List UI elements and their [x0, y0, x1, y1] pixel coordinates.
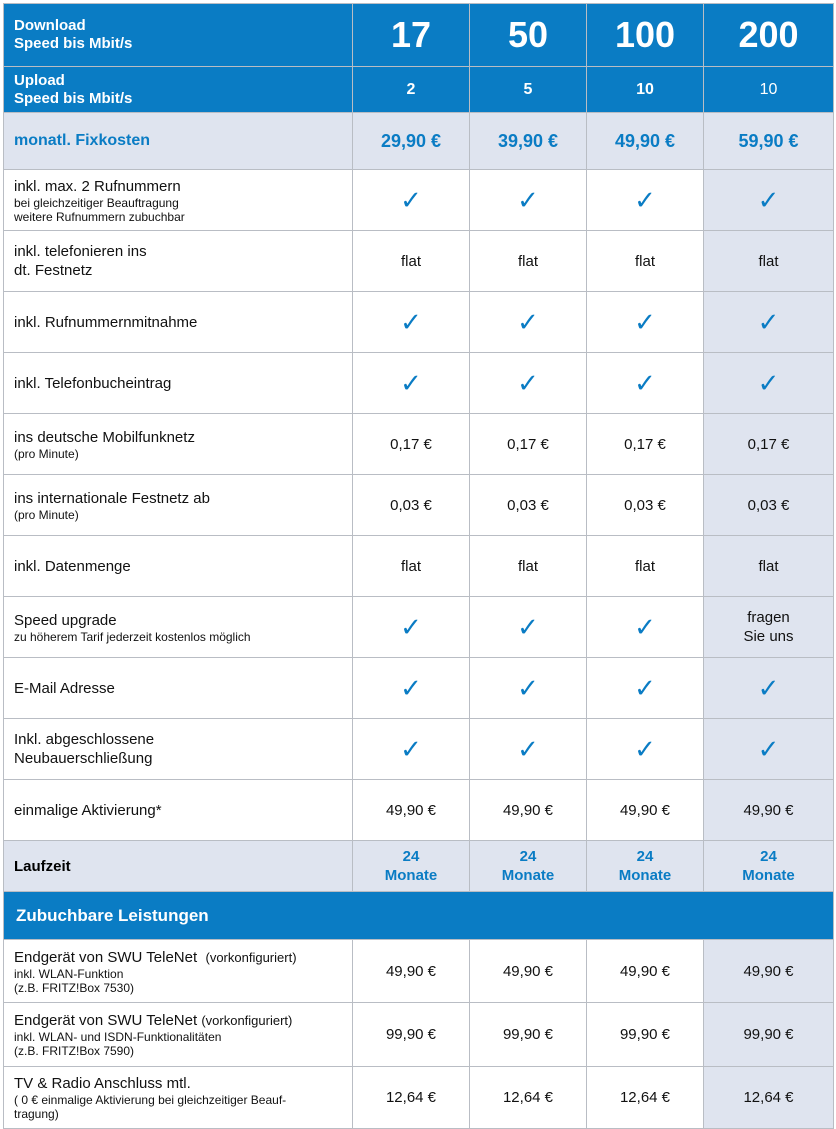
table-row — [4, 414, 834, 475]
row-label-telefonieren: inkl. telefonieren ins dt. Festnetz — [4, 231, 353, 292]
check-icon: ✓ — [757, 367, 780, 398]
tariff-table — [3, 3, 834, 1129]
download-label: Download Speed bis Mbit/s — [4, 4, 353, 67]
value-cell: 49,90 € — [704, 780, 834, 841]
value-cell: flat — [587, 231, 704, 292]
check-icon: ✓ — [517, 733, 539, 764]
value-cell: flat — [704, 231, 834, 292]
laufzeit-value: 24 Monate — [470, 841, 587, 892]
value-cell: 0,03 € — [587, 475, 704, 536]
row-label-email: E-Mail Adresse — [4, 658, 353, 719]
row-label-telefonbuch: inkl. Telefonbucheintrag — [4, 353, 353, 414]
value-cell: 49,90 € — [587, 780, 704, 841]
value-cell: flat — [353, 231, 470, 292]
row-label-mitnahme: inkl. Rufnummernmitnahme — [4, 292, 353, 353]
upload-row — [4, 67, 834, 113]
value-cell: flat — [704, 536, 834, 597]
value-cell: 99,90 € — [353, 1003, 470, 1067]
laufzeit-value: 24 Monate — [353, 841, 470, 892]
row-label-neubau: Inkl. abgeschlossene Neubauerschließung — [4, 719, 353, 780]
upload-100: 10 — [587, 67, 704, 113]
row-label-datenmenge: inkl. Datenmenge — [4, 536, 353, 597]
laufzeit-value: 24 Monate — [587, 841, 704, 892]
value-cell: flat — [470, 231, 587, 292]
row-label-geraet1: Endgerät von SWU TeleNet (vorkonfiguriert) inkl. WLAN-Funktion (z.B. FRITZ!Box 7530) — [4, 940, 353, 1003]
check-icon: ✓ — [517, 672, 539, 703]
price-200: 59,90 € — [704, 113, 834, 170]
row-label-aktivierung: einmalige Aktivierung* — [4, 780, 353, 841]
check-icon: ✓ — [400, 733, 422, 764]
table-row — [4, 353, 834, 414]
download-50: 50 — [470, 4, 587, 67]
check-icon: ✓ — [400, 184, 422, 215]
value-cell: 49,90 € — [587, 940, 704, 1003]
check-icon: ✓ — [757, 733, 780, 764]
check-icon: ✓ — [517, 184, 539, 215]
check-icon: ✓ — [517, 611, 539, 642]
table-row — [4, 536, 834, 597]
value-cell: 0,17 € — [470, 414, 587, 475]
row-label-rufnummern: inkl. max. 2 Rufnummern bei gleichzeitiger Beauftragung weitere Rufnummern zubuchbar — [4, 170, 353, 231]
value-cell: 0,17 € — [353, 414, 470, 475]
upload-50: 5 — [470, 67, 587, 113]
value-cell: 0,17 € — [587, 414, 704, 475]
table-row — [4, 597, 834, 658]
section-title: Zubuchbare Leistungen — [4, 892, 834, 940]
check-icon: ✓ — [634, 611, 656, 642]
value-cell: 99,90 € — [704, 1003, 834, 1067]
check-icon: ✓ — [400, 672, 422, 703]
value-cell: flat — [587, 536, 704, 597]
check-icon: ✓ — [634, 672, 656, 703]
value-cell: 0,03 € — [704, 475, 834, 536]
value-cell: flat — [353, 536, 470, 597]
fixkosten-label: monatl. Fixkosten — [4, 113, 353, 170]
table-row — [4, 658, 834, 719]
check-icon: ✓ — [757, 306, 780, 337]
table-row — [4, 1003, 834, 1067]
download-100: 100 — [587, 4, 704, 67]
row-label-laufzeit: Laufzeit — [4, 841, 353, 892]
table-row — [4, 719, 834, 780]
check-icon: ✓ — [400, 367, 422, 398]
download-row — [4, 4, 834, 67]
check-icon: ✓ — [517, 367, 539, 398]
row-label-mobil: ins deutsche Mobilfunknetz (pro Minute) — [4, 414, 353, 475]
laufzeit-row — [4, 841, 834, 892]
table-row — [4, 1067, 834, 1129]
value-cell: 49,90 € — [353, 780, 470, 841]
section-header-row — [4, 892, 834, 940]
value-cell: 49,90 € — [470, 780, 587, 841]
check-icon: ✓ — [400, 306, 422, 337]
value-cell: 0,17 € — [704, 414, 834, 475]
table-row — [4, 231, 834, 292]
check-icon: ✓ — [400, 611, 422, 642]
fixkosten-row — [4, 113, 834, 170]
table-row — [4, 940, 834, 1003]
check-icon: ✓ — [757, 672, 780, 703]
value-cell: 49,90 € — [470, 940, 587, 1003]
table-row — [4, 780, 834, 841]
check-icon: ✓ — [757, 184, 780, 215]
value-cell: 12,64 € — [587, 1067, 704, 1129]
table-row — [4, 292, 834, 353]
value-cell: 99,90 € — [470, 1003, 587, 1067]
value-cell: 12,64 € — [470, 1067, 587, 1129]
check-icon: ✓ — [517, 306, 539, 337]
row-label-upgrade: Speed upgrade zu höherem Tarif jederzeit kostenlos möglich — [4, 597, 353, 658]
value-cell: flat — [470, 536, 587, 597]
check-icon: ✓ — [634, 306, 656, 337]
download-17: 17 — [353, 4, 470, 67]
value-cell: 12,64 € — [353, 1067, 470, 1129]
row-label-geraet2: Endgerät von SWU TeleNet (vorkonfiguriert) inkl. WLAN- und ISDN-Funktionalitäten (z.B. FRITZ!Box 7590) — [4, 1003, 353, 1067]
price-100: 49,90 € — [587, 113, 704, 170]
row-label-tv: TV & Radio Anschluss mtl. ( 0 € einmalige Aktivierung bei gleichzeitiger Beauf- tragung) — [4, 1067, 353, 1129]
table-row — [4, 170, 834, 231]
check-icon: ✓ — [634, 184, 656, 215]
value-cell: 12,64 € — [704, 1067, 834, 1129]
value-cell: 99,90 € — [587, 1003, 704, 1067]
check-icon: ✓ — [634, 367, 656, 398]
row-label-international: ins internationale Festnetz ab (pro Minute) — [4, 475, 353, 536]
price-50: 39,90 € — [470, 113, 587, 170]
laufzeit-value: 24 Monate — [704, 841, 834, 892]
upload-17: 2 — [353, 67, 470, 113]
value-cell: 49,90 € — [704, 940, 834, 1003]
value-cell: 49,90 € — [353, 940, 470, 1003]
check-icon: ✓ — [634, 733, 656, 764]
value-cell: 0,03 € — [353, 475, 470, 536]
upload-label: Upload Speed bis Mbit/s — [4, 67, 353, 113]
ask-us-cell: fragen Sie uns — [704, 597, 834, 658]
value-cell: 0,03 € — [470, 475, 587, 536]
price-17: 29,90 € — [353, 113, 470, 170]
table-row — [4, 475, 834, 536]
upload-200: 10 — [704, 67, 834, 113]
download-200: 200 — [704, 4, 834, 67]
